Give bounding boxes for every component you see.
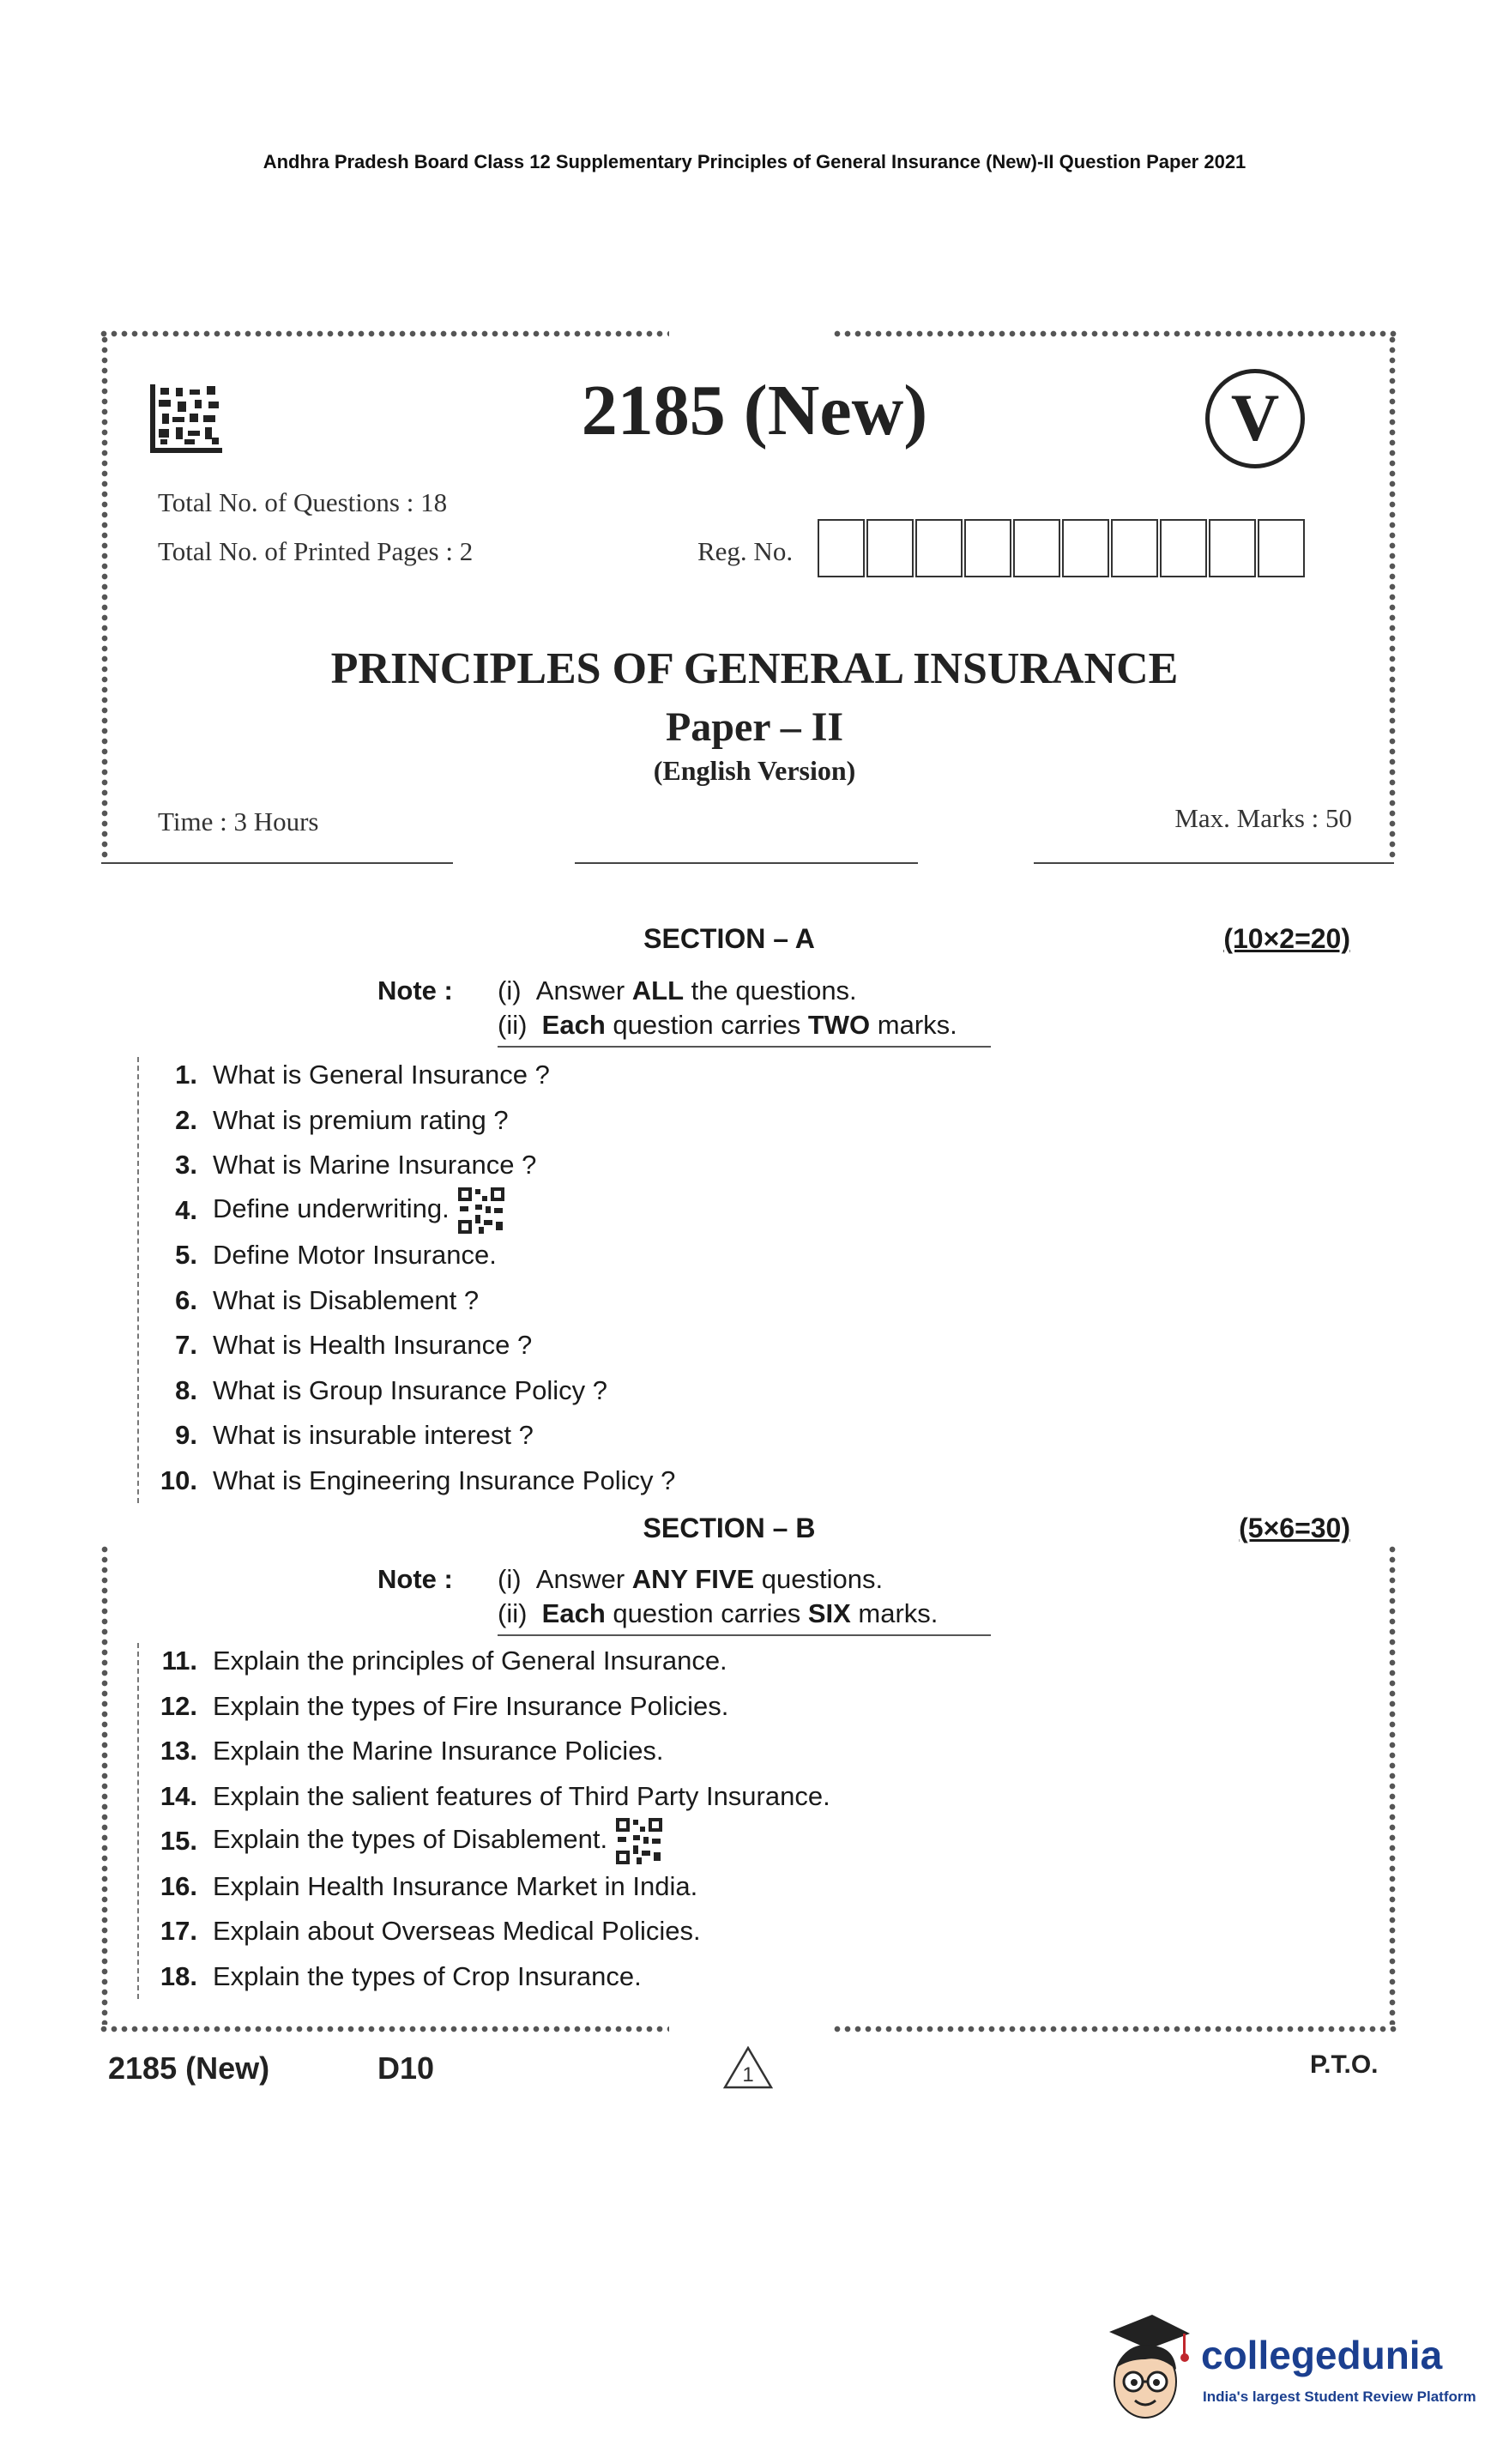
section-b-note-2 [498,1598,938,1629]
section-a-question-list [129,1053,1244,1503]
question-text: Explain about Overseas Medical Policies. [213,1916,701,1947]
question-number: 17. [160,1916,197,1947]
question-item [129,1413,1244,1458]
paper-number: Paper – II [665,704,844,750]
section-b-note-1 [498,1564,883,1595]
question-text: Explain the principles of General Insurance. [213,1646,727,1676]
question-text: Explain the types of Fire Insurance Policies. [213,1690,729,1721]
total-printed-pages: Total No. of Printed Pages : 2 [158,536,474,566]
note-emphasis: Each [541,1598,606,1628]
note-numeral: (i) [498,975,522,1006]
note-emphasis: SIX [807,1598,851,1628]
section-b-title: SECTION – B [643,1513,816,1543]
question-item [129,1954,1244,2000]
reg-no-label: Reg. No. [697,536,794,566]
reg-digit-box[interactable] [1160,519,1207,577]
note-text: Answer [535,975,632,1006]
question-text: What is insurable interest ? [213,1420,534,1451]
question-text: What is General Insurance ? [213,1060,550,1090]
note-emphasis: Each [541,1010,606,1040]
reg-digit-box[interactable] [818,519,865,577]
question-text: Explain the types of Crop Insurance. [213,1960,642,1991]
dotted-border-bottom-right [832,2023,1398,2035]
reg-no-boxes[interactable] [818,519,1307,577]
question-item [129,1774,1244,1820]
question-text: Explain the Marine Insurance Policies. [213,1736,664,1766]
question-number: 12. [160,1690,197,1721]
question-number: 8. [175,1374,197,1405]
section-a-marks: (10×2=20) [1223,923,1350,954]
header-separator-right [1034,862,1394,864]
question-number: 16. [160,1870,197,1901]
question-number: 4. [175,1194,197,1225]
question-number: 10. [160,1465,197,1495]
section-a-note-underline [498,1046,991,1048]
question-text: Define Motor Insurance. [213,1240,497,1271]
section-b-note-label: Note : [377,1564,453,1594]
question-number: 9. [175,1420,197,1451]
section-b-question-list [129,1639,1244,1999]
reg-digit-box[interactable] [1209,519,1256,577]
question-text: What is Health Insurance ? [213,1330,533,1361]
reg-digit-box[interactable] [1062,519,1109,577]
dotted-border-right-lower [1386,1544,1398,2025]
question-item [129,1323,1244,1368]
question-item [129,1098,1244,1144]
qr-code-icon [458,1187,504,1234]
exam-time: Time : 3 Hours [158,806,319,836]
question-number: 15. [160,1826,197,1857]
question-item [129,1909,1244,1954]
header-separator-left [101,862,453,864]
question-item [129,1639,1244,1684]
reg-digit-box[interactable] [866,519,914,577]
collegedunia-mascot-icon [1101,2308,1195,2428]
section-b-marks: (5×6=30) [1239,1513,1350,1543]
question-text: What is Disablement ? [213,1284,480,1315]
note-numeral: (ii) [498,1598,528,1628]
question-item [129,1233,1244,1278]
reg-digit-box[interactable] [1013,519,1060,577]
section-a-title: SECTION – A [643,923,815,954]
question-number: 6. [175,1284,197,1315]
dotted-border-bottom-left [99,2023,669,2035]
reg-digit-box[interactable] [1111,519,1158,577]
question-item [129,1143,1244,1188]
reg-digit-box[interactable] [1258,519,1305,577]
paper-code: 2185 (New) [581,371,928,450]
footer-paper-code: 2185 (New) [108,2050,270,2086]
subject-title: PRINCIPLES OF GENERAL INSURANCE [330,644,1179,693]
note-text: questions. [754,1564,884,1594]
question-number: 1. [175,1060,197,1090]
note-text: marks. [870,1010,957,1040]
question-text-wrapper [213,1187,1244,1234]
section-a-note-1 [498,975,857,1006]
question-number: 2. [175,1104,197,1135]
question-item [129,1819,1244,1864]
note-numeral: (i) [498,1564,522,1594]
language-version: (English Version) [653,755,856,786]
question-item [129,1458,1244,1504]
note-text: the questions. [684,975,857,1006]
dotted-border-top-left [99,328,669,340]
reg-digit-box[interactable] [915,519,963,577]
footer-pto: P.T.O. [1310,2050,1379,2079]
total-questions: Total No. of Questions : 18 [158,487,448,517]
footer-series: D10 [377,2050,435,2086]
question-item [129,1368,1244,1414]
page-number: 1 [742,2063,754,2087]
note-emphasis: TWO [807,1010,871,1040]
question-text: What is Marine Insurance ? [213,1150,537,1181]
brand-name: collegedunia [1201,2333,1443,2377]
brand-tagline: India's largest Student Review Platform [1203,2389,1476,2405]
question-number: 5. [175,1240,197,1271]
question-item [129,1278,1244,1324]
question-item [129,1188,1244,1234]
question-text: What is Group Insurance Policy ? [213,1374,608,1405]
note-text: Answer [535,1564,632,1594]
section-a-note-2 [498,1010,957,1041]
document-header-title: Andhra Pradesh Board Class 12 Supplementary Principles of General Insurance (New)-II Question Paper 2021 [263,151,1246,172]
note-text: question carries [605,1010,808,1040]
question-text: Define underwriting. [213,1193,450,1223]
dotted-border-top-right [832,328,1398,340]
reg-digit-box[interactable] [964,519,1011,577]
header-separator-mid [575,862,918,864]
note-numeral: (ii) [498,1010,528,1040]
question-text: Explain the types of Disablement. [213,1824,608,1855]
note-emphasis: ALL [631,975,685,1006]
note-emphasis: ANY FIVE [631,1564,755,1594]
question-text: Explain the salient features of Third Party Insurance. [213,1780,830,1811]
max-marks: Max. Marks : 50 [1174,803,1352,833]
question-text: What is premium rating ? [213,1104,509,1135]
question-number: 14. [160,1780,197,1811]
version-badge: V [1205,369,1305,468]
question-number: 13. [160,1736,197,1766]
section-a-note-label: Note : [377,975,453,1006]
note-text: question carries [605,1598,808,1628]
question-item [129,1864,1244,1910]
question-item [129,1684,1244,1730]
note-text: marks. [850,1598,939,1628]
question-text: Explain Health Insurance Market in India. [213,1870,698,1901]
dotted-border-left-lower [99,1544,111,2025]
question-number: 18. [160,1960,197,1991]
question-text: What is Engineering Insurance Policy ? [213,1465,676,1495]
question-text-wrapper [213,1818,1244,1864]
section-b-note-underline [498,1634,991,1636]
question-number: 3. [175,1150,197,1181]
qr-code-icon [616,1818,662,1864]
question-item [129,1729,1244,1774]
question-item [129,1053,1244,1098]
question-number: 7. [175,1330,197,1361]
question-number: 11. [161,1646,197,1676]
